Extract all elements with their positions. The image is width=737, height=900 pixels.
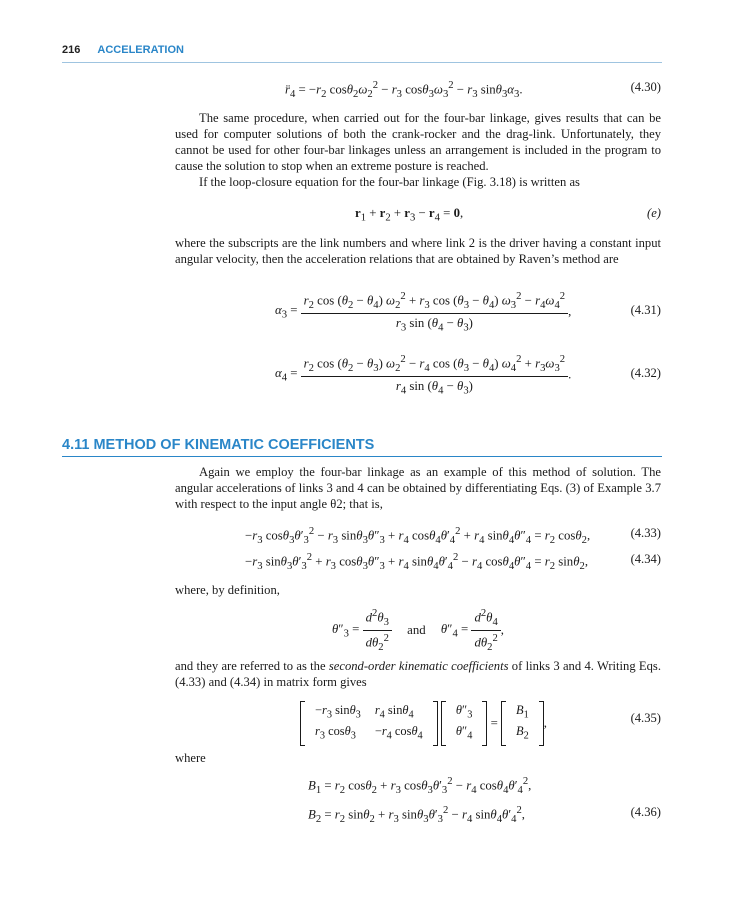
equation-number: (4.34)	[630, 552, 661, 566]
paragraph: where the subscripts are the link numbers and where link 2 is the driver having a constant input angular velocity, then the acceleration relations that are obtained by Raven’s method are	[175, 236, 661, 266]
definition-equation: $\theta''_3$ = $\frac{d^2\theta_3}{d\theta_2^2}$ and $\theta''_4$ = $\frac{d^2\theta_4}{d\theta_2^2}$ ,	[332, 608, 504, 653]
section-heading	[62, 437, 662, 457]
section-title: METHOD OF KINEMATIC COEFFICIENTS	[93, 437, 375, 453]
equation-e: $r_1 + r_2 + r_3 - r_4 = 0$, (e)	[355, 206, 661, 224]
equation-number: (4.35)	[630, 711, 661, 725]
paragraph: The same procedure, when carried out for the four-bar linkage, gives results that can be used for computer solutions of both the crank-rocker and the drag-link. Unfortunately, they cannot be used for other four-bar linkages unless an arrangement is included in the program to cause the solution to stop when an extreme posture is reached.	[175, 111, 661, 173]
equation-number: (4.30)	[630, 80, 661, 94]
equation-4-35: $-r_3$ sinθ$_3$ $r_4$ sinθ$_4$ $r_3$ cosθ$_3$ $-r_4$ cosθ$_4$ $\theta''_3$ $\theta''_4$ = $B_1$ $B_2$ , (4.35)	[175, 701, 661, 741]
equation-number: (e)	[647, 206, 661, 220]
equation-4-31: $\alpha_3$ = $\frac{r_2 \cos (\theta_2 - \theta_4) \omega_2^2 + r_3 \cos (\theta_3 - \theta_4) \omega_3^2 - r_4\omega_4^2}{r_3 \sin (\theta_4 - \theta_3)}$ , (4.31)	[275, 291, 661, 334]
equation-number: (4.31)	[630, 303, 661, 317]
equation-number: (4.36)	[630, 805, 661, 819]
equation-4-34: $-r_3$ $\sin\theta_3\theta'_3^2 + r_3$ $\cos\theta_3\theta''_3 + r_4$ $\sin\theta_4\theta'_4^2 - r_4$ $\cos\theta_4\theta''_4 = r_2$ sinθ$_2$, (4.34)	[245, 552, 661, 572]
constant-vector: $B_1$ $B_2$	[501, 701, 544, 746]
equation-4-36-b1: $B_1 = r_2$ $\cos\theta_2 + r_3$ $\cos\theta_3\theta'_3^2 - r_4$ $\cos\theta_4\theta'_4^2$,	[308, 776, 532, 796]
page-number: 216	[62, 44, 81, 56]
section-number: 4.11	[62, 437, 90, 453]
coefficient-matrix: $-r_3$ sinθ$_3$ $r_4$ sinθ$_4$ $r_3$ cosθ$_3$ $-r_4$ cosθ$_4$	[300, 701, 438, 746]
emphasis-term: second-order kinematic coefficients	[328, 659, 509, 673]
equation-4-32: $\alpha_4$ = $\frac{r_2 \cos (\theta_2 - \theta_3) \omega_2^2 - r_4 \cos (\theta_3 - \theta_4) \omega_4^2 + r_3\omega_3^2}{r_4 \sin (\theta_4 - \theta_3)}$ . (4.32)	[275, 354, 661, 397]
equation-number: (4.33)	[630, 526, 661, 540]
equation-4-30: $r̈_4 = -r_2$ $\cos\theta_2\omega_2^2 - r_3$ $\cos\theta_3\omega_3^2 - r_3$ $\sin\theta_3\alpha_3$. (4.30)	[285, 80, 661, 100]
paragraph: and they are referred to as the second-order kinematic coefficients of links 3 and 4. Writing Eqs. (4.33) and (4.34) in matrix form gives	[175, 659, 661, 689]
equation-4-36-b2: $B_2 = r_2$ $\sin\theta_2 + r_3$ $\sin\theta_3\theta'_3^2 - r_4$ $\sin\theta_4\theta'_4^2$, (4.36)	[308, 805, 661, 825]
unknown-vector: $\theta''_3$ $\theta''_4$	[441, 701, 487, 746]
paragraph: where	[175, 751, 206, 765]
definition-connector: and	[407, 622, 426, 637]
paragraph: If the loop-closure equation for the four-bar linkage (Fig. 3.18) is written as	[199, 175, 580, 189]
equation-4-33: $-r_3$ $\cos\theta_3\theta'_3^2 - r_3$ $\sin\theta_3\theta''_3 + r_4$ $\cos\theta_4\theta'_4^2 + r_4$ $\sin\theta_4\theta''_4 = r_2$ cosθ$_2$, (4.33)	[245, 526, 661, 546]
running-header	[62, 44, 662, 63]
paragraph: Again we employ the four-bar linkage as an example of this method of solution. The angular accelerations of links 3 and 4 can be obtained by differentiating Eqs. (3) of Example 3.7 with respect to the input angle θ2; that is,	[175, 465, 661, 511]
paragraph: where, by definition,	[175, 583, 280, 597]
chapter-title: ACCELERATION	[97, 44, 184, 56]
equation-number: (4.32)	[630, 366, 661, 380]
